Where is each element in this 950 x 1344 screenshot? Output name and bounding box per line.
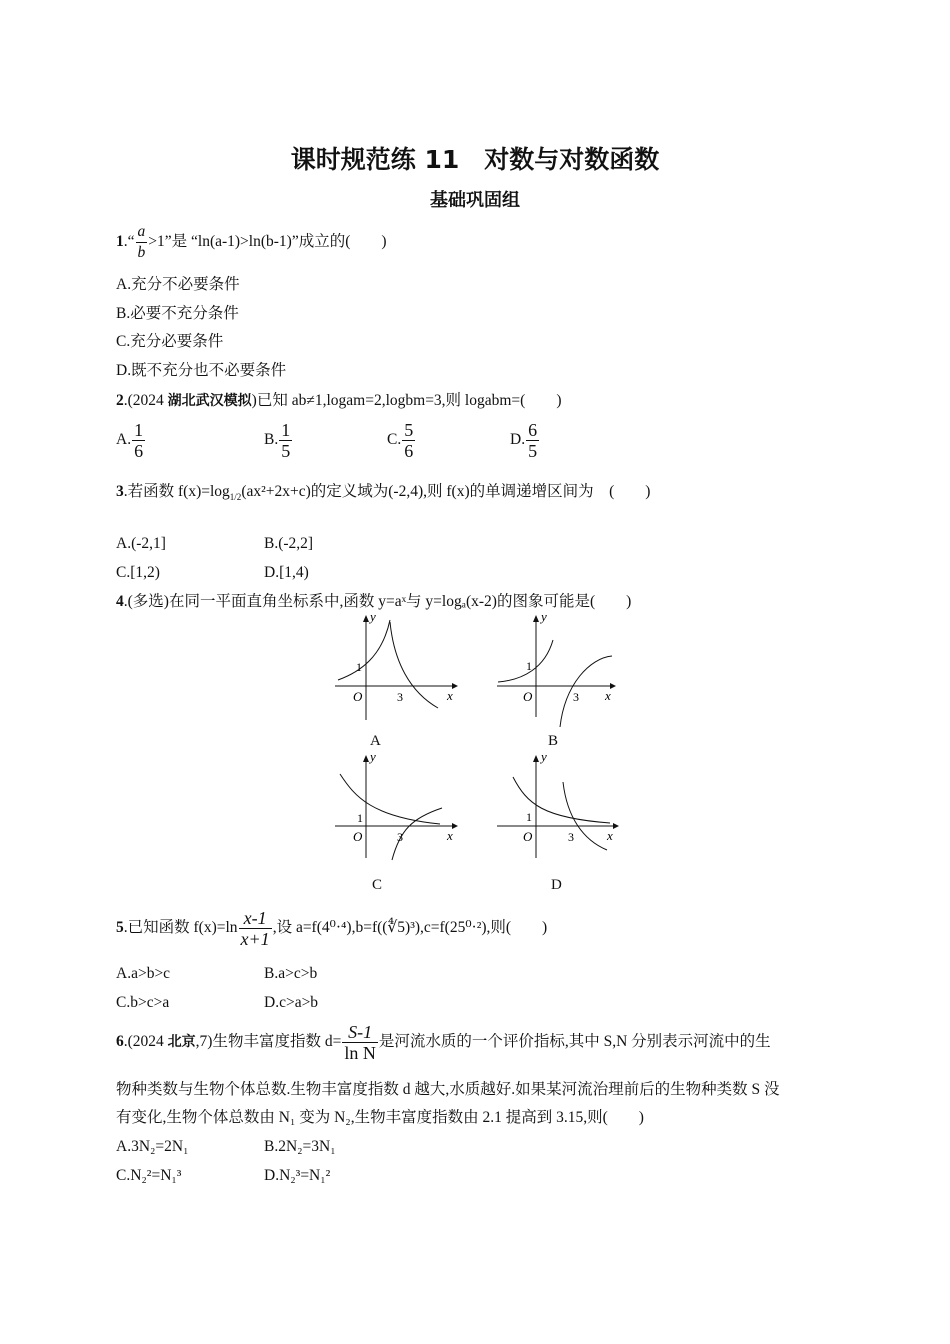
fraction <box>239 908 272 949</box>
option-label: B. <box>264 431 279 449</box>
question-6 <box>116 1022 771 1063</box>
graph-a <box>330 612 460 727</box>
question-dot: . <box>123 392 128 409</box>
option-d: D.N₂³=N₁² <box>264 1167 331 1184</box>
y-label: y <box>541 612 547 624</box>
question-2 <box>116 391 562 411</box>
question-5 <box>116 908 547 949</box>
y-arrow <box>363 615 369 622</box>
source-open: (2024 <box>127 392 168 409</box>
question-text-line1: 是河流水质的一个评价指标,其中 S,N 分别表示河流中的生 <box>378 1033 771 1051</box>
option-a: A.充分不必要条件 <box>116 276 240 293</box>
fraction-denominator: 6 <box>134 441 144 461</box>
tick-1: 1 <box>526 810 532 824</box>
option-b <box>264 420 293 461</box>
fraction-denominator: 5 <box>528 441 538 461</box>
question-dot: . <box>123 1033 128 1051</box>
option-a: A.(-2,1] <box>116 535 166 552</box>
graph-d <box>495 752 625 867</box>
source-open: (2024 <box>127 1033 168 1051</box>
y-label: y <box>541 752 547 764</box>
tick-3: 3 <box>397 690 403 704</box>
source-tag: 湖北武汉模拟 <box>167 393 252 409</box>
option-b: B.a>c>b <box>264 965 318 982</box>
fraction-denominator: b <box>137 244 146 261</box>
x-arrow <box>452 823 458 829</box>
option-c: C.[1,2) <box>116 564 160 581</box>
y-label: y <box>370 752 376 764</box>
option-c <box>387 420 416 461</box>
tick-1: 1 <box>356 660 362 674</box>
fraction-denominator: ln N <box>344 1043 376 1063</box>
question-number: 4 <box>116 593 124 610</box>
question-text-rest: (ax²+2x+c)的定义域为(-2,4),则 f(x)的单调递增区间为 ( ) <box>241 483 651 500</box>
exp-curve <box>338 620 390 680</box>
fraction-denominator: 5 <box>281 441 291 461</box>
y-arrow <box>533 615 539 622</box>
option-label: D. <box>510 431 526 449</box>
y-arrow <box>363 755 369 762</box>
fraction-numerator: 1 <box>281 420 291 440</box>
question-text: >1”是 “ln(a-1)>ln(b-1)”成立的( ) <box>148 233 387 251</box>
fraction-numerator: a <box>136 222 148 243</box>
log-base: 1/2 <box>229 492 242 503</box>
option-label: A. <box>116 431 132 449</box>
option-c: C.充分必要条件 <box>116 333 224 350</box>
question-3 <box>116 482 650 507</box>
option-fraction <box>526 420 539 461</box>
option-b: B.2N₂=3N₁ <box>264 1138 336 1155</box>
exp-curve <box>340 774 440 824</box>
y-arrow <box>533 755 539 762</box>
origin-label: O <box>523 689 533 704</box>
tick-1: 1 <box>526 659 532 673</box>
fraction-denominator: 6 <box>404 441 414 461</box>
x-label: x <box>605 688 611 703</box>
option-b: B.必要不充分条件 <box>116 305 239 322</box>
question-dot: . <box>123 233 128 251</box>
fraction-numerator: 1 <box>134 420 144 440</box>
option-fraction <box>132 420 145 461</box>
origin-label: O <box>523 829 533 844</box>
question-dot: . <box>123 593 128 610</box>
option-a: A.3N₂=2N₁ <box>116 1138 189 1155</box>
fraction-numerator: 6 <box>528 420 538 440</box>
question-6-line2: 物种类数与生物个体总数.生物丰富度指数 d 越大,水质越好.如果某河流治理前后的生物种类数 S 没 <box>116 1081 780 1098</box>
option-c: C.b>c>a <box>116 994 170 1011</box>
option-d: D.c>a>b <box>264 994 319 1011</box>
source-tag: 北京 <box>167 1034 196 1051</box>
question-number: 2 <box>116 392 124 409</box>
option-c: C.N₂²=N₁³ <box>116 1167 182 1184</box>
x-arrow <box>613 823 619 829</box>
tick-3: 3 <box>397 830 403 844</box>
option-fraction <box>279 420 292 461</box>
question-dot: . <box>123 483 128 500</box>
fraction-numerator: 5 <box>404 420 414 440</box>
question-text: 若函数 f(x)=log <box>127 483 230 500</box>
question-number: 6 <box>116 1033 124 1051</box>
graph-d-label: D <box>551 877 562 893</box>
question-text: ,7)生物丰富度指数 d= <box>195 1033 342 1051</box>
origin-label: O <box>353 689 363 704</box>
option-d: D.既不充分也不必要条件 <box>116 362 287 379</box>
option-label: C. <box>387 431 402 449</box>
x-arrow <box>452 683 458 689</box>
question-4 <box>116 592 631 612</box>
question-1 <box>116 222 387 263</box>
quote-open: “ <box>127 233 135 251</box>
question-6-line3: 有变化,生物个体总数由 N₁ 变为 N₂,生物丰富度指数由 2.1 提高到 3.15,则( ) <box>116 1109 644 1126</box>
graph-b-label: B <box>548 733 559 749</box>
x-label: x <box>607 828 613 843</box>
fraction-numerator: S-1 <box>342 1022 378 1043</box>
tick-1: 1 <box>357 811 363 825</box>
section-heading: 基础巩固组 <box>430 190 520 211</box>
fraction <box>342 1022 378 1063</box>
graph-c-label: C <box>372 877 383 893</box>
fraction-a-over-b <box>136 222 148 263</box>
option-a <box>116 420 146 461</box>
tick-3: 3 <box>573 690 579 704</box>
option-d: D.[1,4) <box>264 564 309 581</box>
y-label: y <box>370 612 376 624</box>
graph-c <box>330 752 460 867</box>
question-text: 已知函数 f(x)=ln <box>127 919 238 937</box>
question-text-rest: ,设 a=f(4⁰·⁴),b=f((∜5)³),c=f(25⁰·²),则( ) <box>272 919 548 937</box>
graph-a-label: A <box>370 733 381 749</box>
x-label: x <box>447 688 453 703</box>
x-label: x <box>447 828 453 843</box>
question-text: (多选)在同一平面直角坐标系中,函数 y=aˣ与 y=logₐ(x-2)的图象可能是( ) <box>127 593 632 610</box>
origin-label: O <box>353 829 363 844</box>
x-arrow <box>610 683 616 689</box>
option-a: A.a>b>c <box>116 965 171 982</box>
question-dot: . <box>123 919 128 937</box>
option-b: B.(-2,2] <box>264 535 314 552</box>
question-number: 5 <box>116 919 124 937</box>
graph-b <box>495 612 625 730</box>
fraction-numerator: x-1 <box>239 908 272 929</box>
question-number: 1 <box>116 233 124 251</box>
fraction-denominator: x+1 <box>240 929 270 949</box>
question-number: 3 <box>116 483 124 500</box>
question-text: )已知 ab≠1,logam=2,logbm=3,则 logabm=( ) <box>251 392 562 409</box>
option-fraction <box>402 420 415 461</box>
tick-3: 3 <box>568 830 574 844</box>
page-title: 课时规范练 11 对数与对数函数 <box>290 145 660 174</box>
option-d <box>510 420 540 461</box>
